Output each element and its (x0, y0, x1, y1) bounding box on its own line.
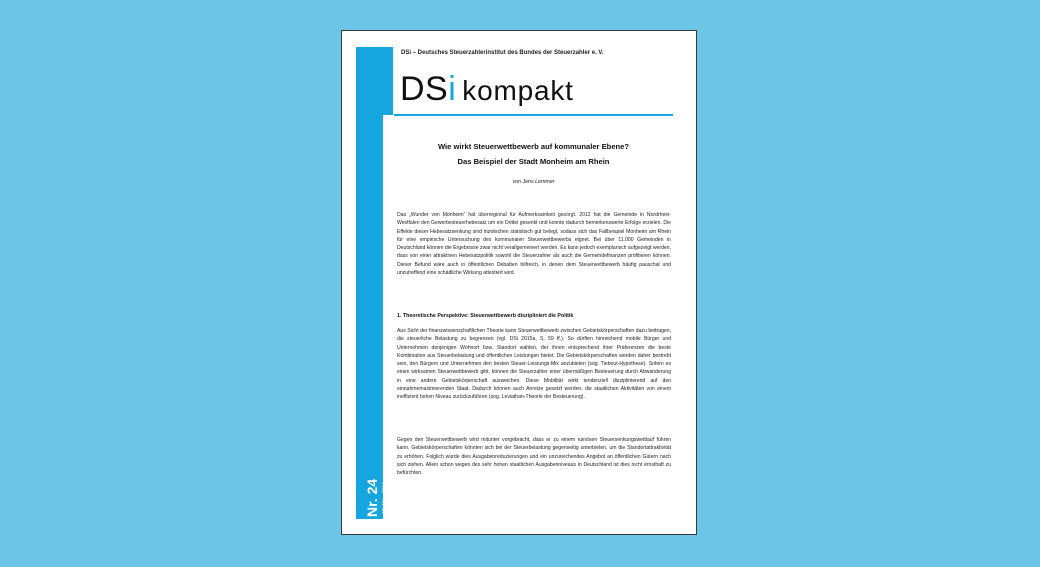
brand-ds: DS (400, 70, 449, 108)
brand-underline (394, 114, 673, 116)
institute-name: DSi – Deutsches Steuerzahlerinstitut des Bundes der Steuerzahler e. V. (401, 50, 604, 56)
document-page (341, 30, 697, 535)
issue-date: 07. März 2016 (382, 482, 388, 514)
intro-paragraph: Das „Wunder von Monheim“ hat überregional für Aufmerksamkeit gesorgt. 2012 hat die Gemeinde in Nordrhein-Westfalen den Gewerbesteuerhebesatz um ein Drittel gesenkt und konnte dadurch bemerkenswerte Erfolge erzielen. Die Effekte dieser Hebesatzsenkung sind inzwischen statistisch gut belegt, sodass sich das Fallbeispiel Monheim am Rhein für eine empirische Untersuchung des kommunalen Steuerwettbewerbs eignet. Bei über 11.000 Gemeinden in Deutschland können die Ergebnisse zwar nicht verallgemeinert werden. Es kann jedoch exemplarisch aufgezeigt werden, dass von einer attraktiven Hebesatzpolitik sowohl die Steuerzahler als auch die Gemeindefinanzen profitieren können. Dieser Befund wäre auch in öffentlichen Debatten hilfreich, in denen dem Steuerwettbewerb häufig pauschal und unzutreffend eine schädliche Wirkung attestiert wird. (397, 212, 671, 277)
brand-i: i (448, 70, 457, 108)
brand-logo (400, 69, 574, 111)
title-line-2: Das Beispiel der Stadt Monheim am Rhein (457, 157, 610, 166)
title-line-1: Wie wirkt Steuerwettbewerb auf kommunaler Ebene? (437, 142, 630, 151)
article-title (394, 139, 673, 169)
issue-number: Nr. 24 (364, 478, 380, 517)
section-paragraph-1: Aus Sicht der finanzwissenschaftlichen Theorie kann Steuerwettbewerb zwischen Gebietskörperschaften dazu beitragen, die steuerliche Belastung zu begrenzen (vgl. DSi 2015a, S. 59 ff.). So dürften hinreichend mobile Bürger und Unternehmen denjenigen Wohnort bzw. Standort wählen, der ihnen entsprechend ihrer Präferenzen die beste Kombination aus Steuerbelastung und öffentlichen Leistungen bietet. Die Gebietskörperschaften werden daher bestrebt sein, den Bürgern und Unternehmen den besten Steuer-Leistungs-Mix anzubieten (sog. Tiebout-Hypothese). Sofern es einen wirksamen Steuerwettbewerb gibt, können die Steuerzahler einer übermäßigen Besteuerung durch Abwanderung in eine andere Gebietskörperschaft ausweichen. Diese Mobilität wirkt tendenziell disziplinierend auf den einnahmemaximierenden Staat. Dadurch können auch Anreize gesetzt werden, die staatlichen Aktivitäten von einem ineffizient hohen Niveau zurückzuführen (sog. Leviathan-Theorie der Besteuerung). (397, 328, 671, 401)
article-author: von Jens Lemmer (512, 179, 555, 185)
section-heading: 1. Theoretische Perspektive: Steuerwettbewerb diszipliniert die Politik (397, 313, 574, 319)
sidebar-brand-block (356, 47, 393, 115)
brand-kompakt: kompakt (462, 75, 574, 106)
section-paragraph-2: Gegen den Steuerwettbewerb wird mitunter vorgebracht, dass er zu einem ruinösen Steuersenkungswettlauf führen kann. Gebietskörperschaften könnten sich bei der Steuerbelastung gegenseitig unterbieten, um die Standortattraktivität zu erhöhen. Folglich würde dies Ausgabenreduzierungen und ein unzureichendes Angebot an öffentlichen Gütern nach sich ziehen. Allein schon wegen des sehr hohen staatlichen Ausgabenniveaus in Deutschland ist dies nicht ernsthaft zu befürchten. (397, 437, 671, 477)
issue-label (356, 461, 393, 519)
sidebar-stripe (356, 47, 383, 519)
